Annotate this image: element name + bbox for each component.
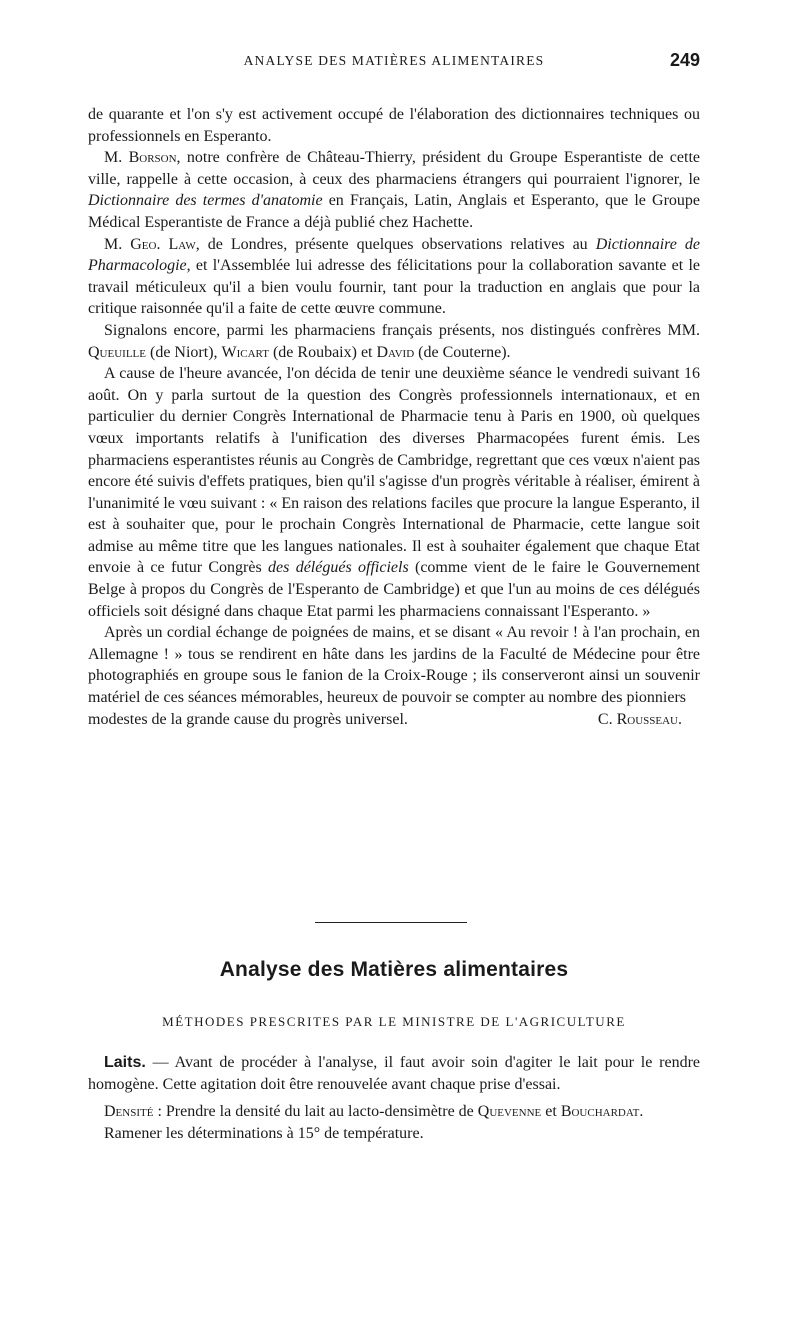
p4-text-d: (de Couterne). bbox=[414, 343, 511, 361]
running-head bbox=[88, 50, 700, 72]
section-subtitle: MÉTHODES PRESCRITES PAR LE MINISTRE DE L'AGRICULTURE bbox=[162, 1014, 626, 1029]
p4-text-b: (de Niort), bbox=[145, 343, 222, 361]
paragraph-3 bbox=[88, 234, 700, 320]
section-title: Analyse des Matières alimentaires bbox=[219, 958, 569, 981]
delegues-officiels: des délégués officiels bbox=[268, 559, 409, 577]
name-borson: Borson bbox=[128, 149, 177, 167]
densite-text: : Prendre la densité du lait au lacto-densimètre de bbox=[153, 1103, 478, 1121]
p3-text-a: , de Londres, présente quelques observations relatives au bbox=[195, 235, 596, 253]
paragraph-4 bbox=[88, 320, 700, 363]
p4-text-c: (de Roubaix) et bbox=[268, 343, 377, 361]
name-david: David bbox=[376, 343, 415, 361]
dictionary-title-anatomie: Dictionnaire des termes d'anatomie bbox=[88, 192, 323, 210]
p4-text-a: Signalons encore, parmi les pharmaciens français présents, nos distingués confrères MM. bbox=[104, 321, 700, 339]
page-number: 249 bbox=[669, 50, 700, 70]
signature-line bbox=[88, 709, 700, 731]
paragraph-5 bbox=[88, 363, 700, 622]
p5-text-a: A cause de l'heure avancée, l'on décida de tenir une deuxième séance le vendredi suivant 16 août. On y parla surtout de la question des Congrès professionnels internationaux, et en particulier du dernier Congrès International de Pharmacie tenu à Paris en 1900, où quelques vœux importants relatifs à l'unification des diverses Pharmacopées furent émis. Les pharmaciens esperantistes réunis au Congrès de Cambridge, regrettant que ces vœux n'aient pas encore été suivis d'effets pratiques, bien qu'il s'agisse d'un progrès véritable à réaliser, émirent à l'unanimité le vœu suivant : « En raison des relations faciles que procure la langue Esperanto, il est à souhaiter que, pour le prochain Congrès International de Pharmacie, cette langue soit admise au même titre que les langues nationales. Il est à souhaiter également que chaque Etat envoie à ce futur Congrès bbox=[88, 365, 701, 577]
paragraph-6-last-line: modestes de la grande cause du progrès universel. bbox=[88, 710, 408, 728]
dictionary-title-pharmacologie: Dictionnaire de Pharmacologie bbox=[88, 235, 700, 275]
densite-lead: Densité bbox=[104, 1103, 154, 1121]
densite-paragraph bbox=[88, 1101, 700, 1123]
signature-name: Rousseau. bbox=[616, 710, 682, 728]
name-wicart: Wicart bbox=[221, 343, 269, 361]
name-quevenne: Quevenne bbox=[477, 1103, 542, 1121]
laits-lead: Laits. bbox=[104, 1054, 146, 1071]
p2-text-a: , notre confrère de Château-Thierry, président du Groupe Esperantiste de cette ville, rappelle à cette occasion, à ceux des pharmaciens étrangers qui pourraient l'ignorer, le bbox=[88, 149, 701, 188]
p2-text-b: en Français, Latin, Anglais et Esperanto, que le Groupe Médical Esperantiste de France a déjà publié chez Hachette. bbox=[88, 192, 700, 231]
paragraph-1: de quarante et l'on s'y est activement occupé de l'élaboration des dictionnaires techniques ou professionnels en Esperanto. bbox=[88, 106, 700, 145]
section-body bbox=[88, 1052, 700, 1150]
signature-initial: C. bbox=[597, 710, 617, 728]
p5-text-b: (comme vient de le faire le Gouvernement Belge à propos du Congrès de l'Esperanto de Cambridge) et que l'un au moins de ces délégués officiels soit désigné dans chaque Etat parmi les pharmaciens connaissant l'Esperanto. » bbox=[88, 559, 700, 620]
p2-prefix: M. bbox=[104, 149, 129, 167]
section-divider bbox=[315, 922, 467, 923]
article-body bbox=[88, 104, 700, 730]
laits-paragraph bbox=[88, 1052, 700, 1095]
name-bouchardat: Bouchardat. bbox=[560, 1103, 644, 1121]
laits-text: — Avant de procéder à l'analyse, il faut avoir soin d'agiter le lait pour le rendre homogène. Cette agitation doit être renouvelée avant chaque prise d'essai. bbox=[88, 1054, 700, 1093]
p3-prefix: M. bbox=[104, 235, 131, 253]
signature bbox=[598, 709, 682, 731]
running-title: ANALYSE DES MATIÈRES ALIMENTAIRES bbox=[243, 53, 545, 68]
name-law: Geo. Law bbox=[130, 235, 196, 253]
name-queuille: Queuille bbox=[88, 343, 146, 361]
densite-and: et bbox=[541, 1103, 561, 1121]
ramener-paragraph: Ramener les déterminations à 15° de température. bbox=[104, 1124, 424, 1142]
paragraph-2 bbox=[88, 147, 700, 233]
p3-text-b: , et l'Assemblée lui adresse des félicitations pour la collaboration savante et le travail méticuleux qu'il a bien voulu fournir, tant pour la traduction en anglais que pour la critique raisonnée qu'il a faite de cette œuvre commune. bbox=[88, 257, 700, 318]
paragraph-6: Après un cordial échange de poignées de mains, et se disant « Au revoir ! à l'an prochain, en Allemagne ! » tous se rendirent en hâte dans les jardins de la Faculté de Médecine pour être photographiés en groupe sous le fanion de la Croix-Rouge ; ils conserveront ainsi un souvenir matériel de ces séances mémorables, heureux de pouvoir se compter au nombre des pionniers bbox=[88, 624, 700, 707]
